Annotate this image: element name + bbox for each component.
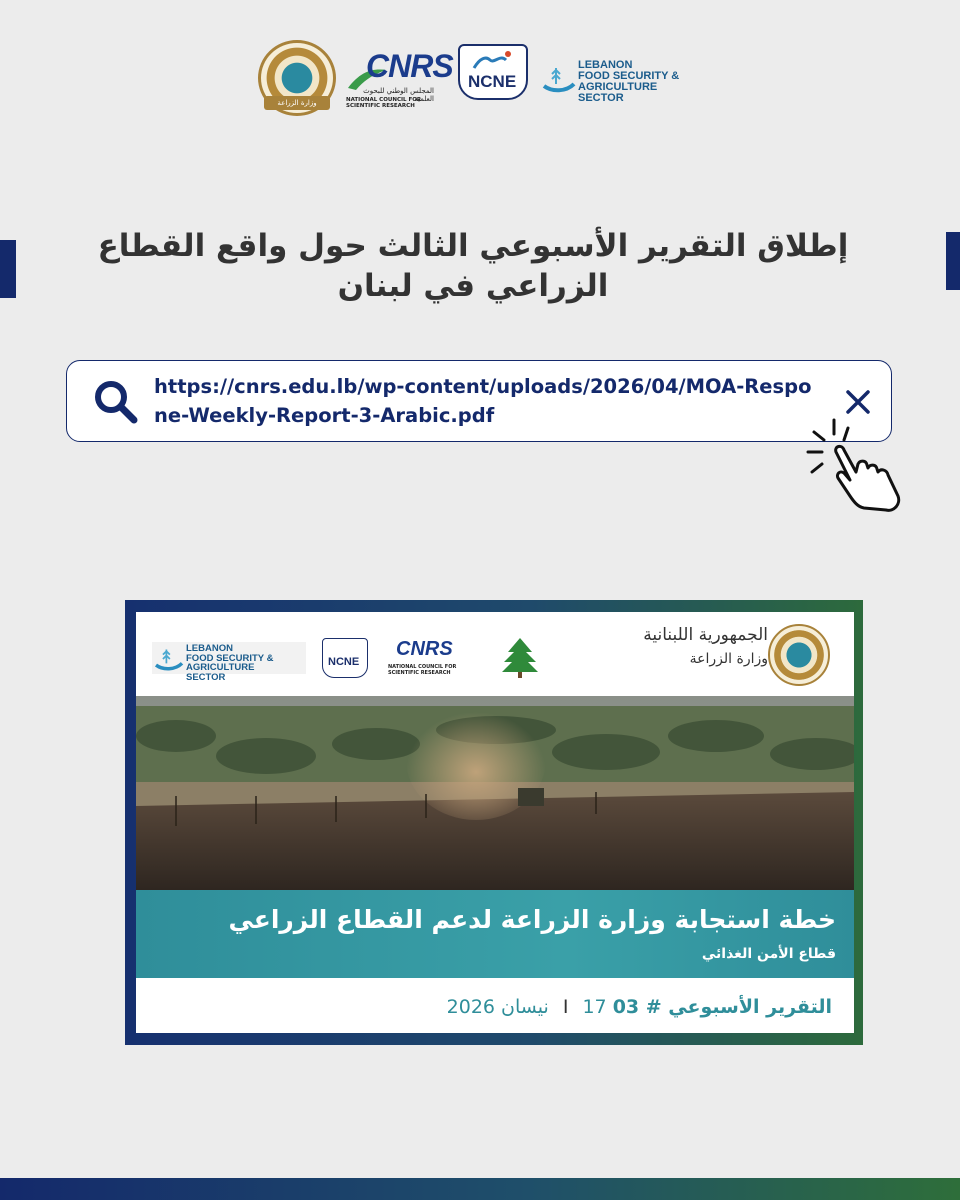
cedar-icon (492, 636, 548, 680)
cover-republic: الجمهورية اللبنانية (643, 625, 768, 645)
cover-fsa-line-1: LEBANON (186, 643, 233, 654)
cnrs-english-name: NATIONAL COUNCIL FOR SCIENTIFIC RESEARCH (346, 97, 422, 109)
pointing-hand-icon (804, 412, 908, 514)
cover-subtitle: قطاع الأمن الغذائي (701, 946, 836, 962)
fsa-line-1: LEBANON (578, 59, 633, 71)
report-number: التقرير الأسبوعي # 03 (612, 996, 832, 1018)
seal-ribbon: وزارة الزراعة (264, 96, 330, 110)
cover-ministry: وزارة الزراعة (689, 651, 768, 667)
report-date: 17 نيسان 2026 (446, 996, 607, 1018)
fsa-line-3: SECTOR (578, 92, 624, 104)
wheat-icon (542, 64, 576, 94)
left-accent-bar (0, 240, 16, 298)
ncne-wave-icon (460, 46, 526, 74)
cnrs-logo-word: CNRS (366, 48, 453, 84)
report-cover[interactable] (136, 612, 854, 1033)
cover-ncne-word: NCNE (328, 656, 360, 668)
cnrs-arabic-name: المجلس الوطني للبحوث العلمية (363, 87, 434, 103)
cover-fsa-line-3: SECTOR (186, 671, 226, 683)
search-icon (92, 378, 140, 426)
report-separator: I (562, 996, 569, 1018)
cover-cnrs-word: CNRS (396, 638, 453, 660)
cover-ministry-seal (768, 624, 830, 686)
cover-fsa-text (186, 644, 311, 682)
cover-cnrs-sub: NATIONAL COUNCIL FOR SCIENTIFIC RESEARCH (388, 664, 457, 676)
bottom-gradient-bar (0, 1178, 960, 1200)
cover-title: خطة استجابة وزارة الزراعة لدعم القطاع الزراعي (228, 905, 836, 934)
fsa-logo-text (578, 60, 718, 104)
ncne-logo-word: NCNE (468, 72, 517, 91)
cover-field-photo (136, 696, 854, 890)
cover-government-text (596, 622, 768, 670)
page-title: إطلاق التقرير الأسبوعي الثالث حول واقع القطاع الزراعي في لبنان (97, 228, 849, 304)
cover-report-line (156, 990, 832, 1024)
cover-wheat-icon (154, 646, 184, 672)
cover-fsa-line-2: FOOD SECURITY & AGRICULTURE (186, 652, 274, 673)
fsa-line-2: FOOD SECURITY & AGRICULTURE (578, 70, 680, 93)
right-accent-bar (946, 232, 960, 290)
report-url-link[interactable]: https://cnrs.edu.lb/wp-content/uploads/2026/04/MOA-Respone-Weekly-Report-3-Arabic.pdf (154, 375, 812, 427)
